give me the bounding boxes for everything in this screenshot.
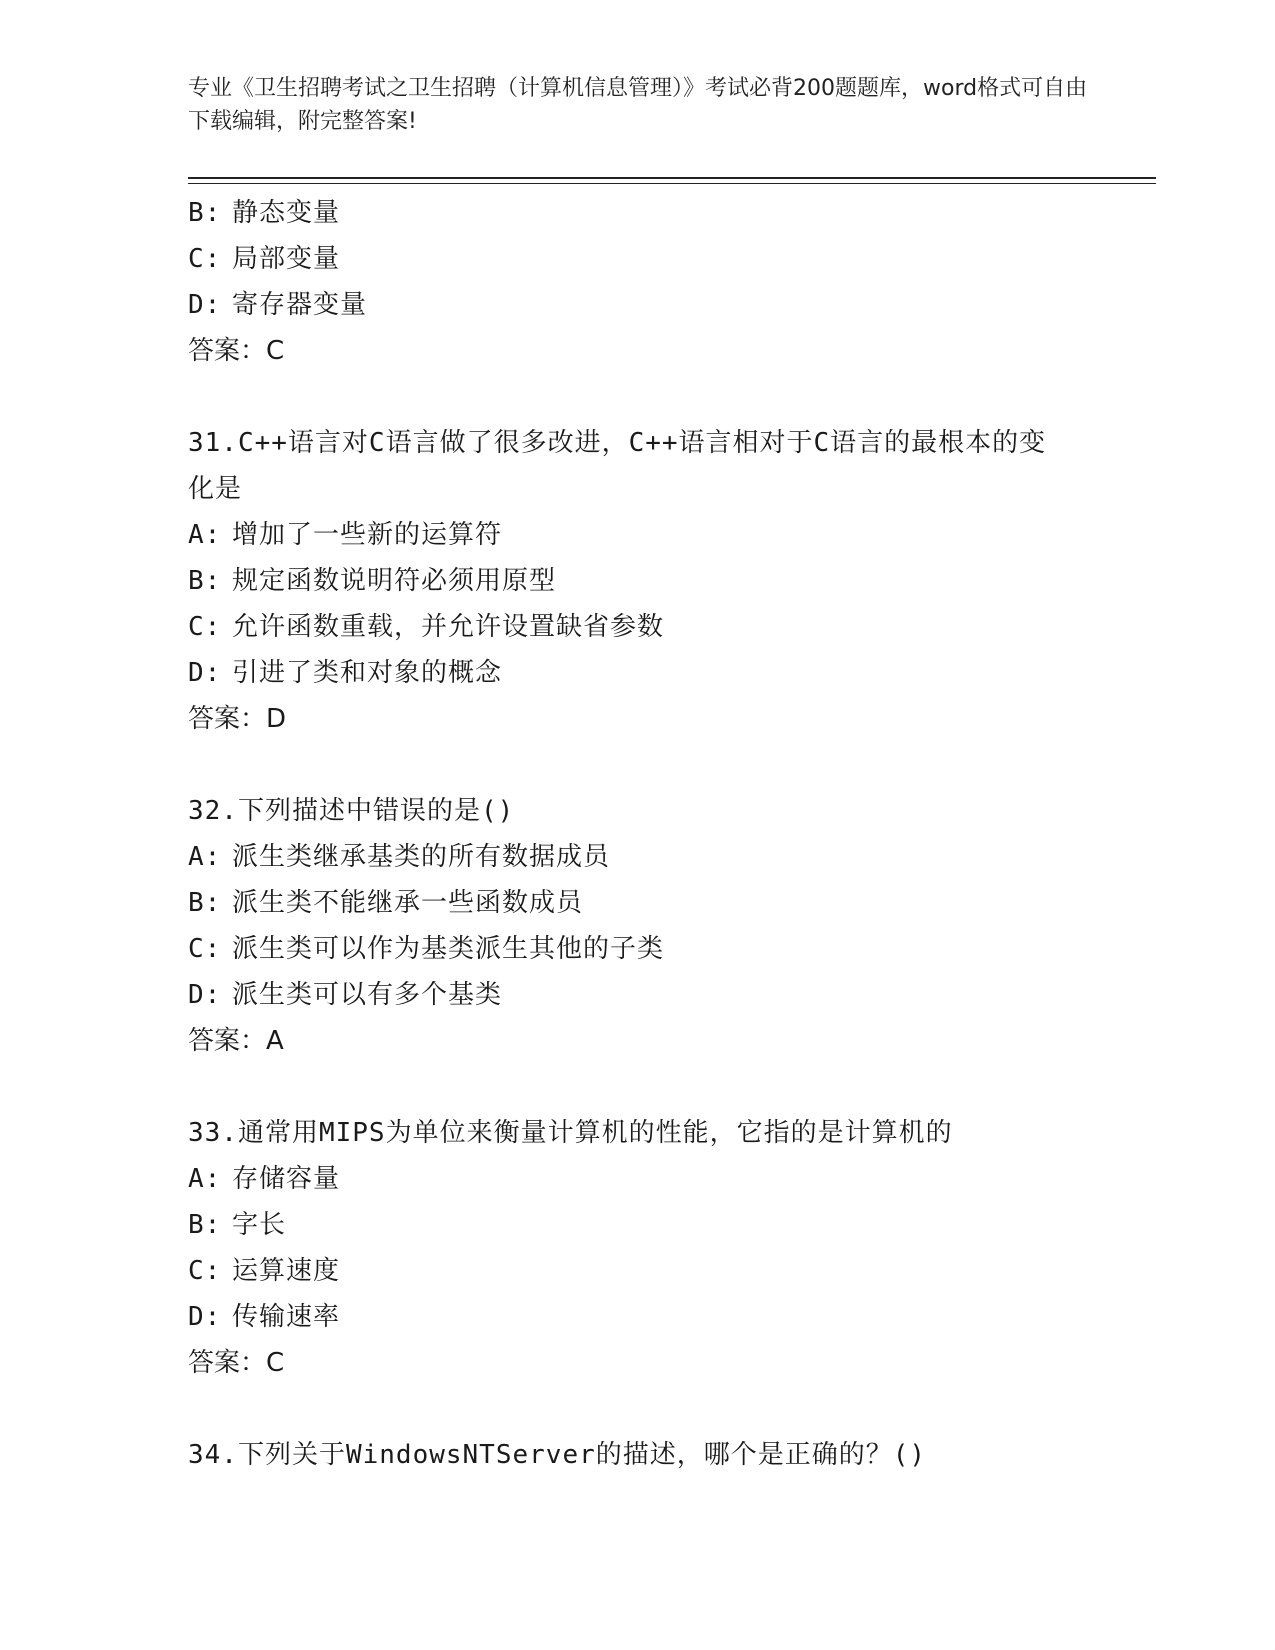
option-line: A: 派生类继承基类的所有数据成员 (188, 842, 611, 872)
answer-line: 答案：D (188, 704, 287, 734)
option-line: B: 静态变量 (188, 198, 341, 228)
option-line: D: 派生类可以有多个基类 (188, 980, 503, 1010)
question-title: 32.下列描述中错误的是() (188, 796, 515, 826)
answer-line: 答案：A (188, 1026, 284, 1056)
header-rule-thin (188, 183, 1156, 184)
question-33 (188, 1110, 1088, 1386)
answer-line: 答案：C (188, 336, 285, 366)
question-32 (188, 788, 1088, 1064)
question-title: 31.C++语言对C语言做了很多改进，C++语言相对于C语言的最根本的变化是 (188, 428, 1047, 504)
option-line: C: 局部变量 (188, 244, 341, 274)
question-title: 34.下列关于WindowsNTServer的描述，哪个是正确的？() (188, 1440, 927, 1470)
document-body (188, 190, 1088, 1478)
option-line: B: 规定函数说明符必须用原型 (188, 566, 557, 596)
option-line: A: 存储容量 (188, 1164, 341, 1194)
answer-line: 答案：C (188, 1348, 285, 1378)
option-line: C: 允许函数重载，并允许设置缺省参数 (188, 612, 665, 642)
option-line: C: 派生类可以作为基类派生其他的子类 (188, 934, 665, 964)
prev-question-block (188, 190, 1088, 374)
option-line: B: 字长 (188, 1210, 287, 1240)
question-34 (188, 1432, 1088, 1478)
question-31 (188, 420, 1088, 742)
document-header: 专业《卫生招聘考试之卫生招聘（计算机信息管理）》考试必背200题题库，word格式可自由下载编辑，附完整答案! (188, 76, 1088, 134)
option-line: A: 增加了一些新的运算符 (188, 520, 503, 550)
option-line: D: 传输速率 (188, 1302, 341, 1332)
option-line: D: 寄存器变量 (188, 290, 368, 320)
header-rule-thick (188, 177, 1156, 179)
option-line: B: 派生类不能继承一些函数成员 (188, 888, 584, 918)
option-line: C: 运算速度 (188, 1256, 341, 1286)
option-line: D: 引进了类和对象的概念 (188, 658, 503, 688)
question-title: 33.通常用MIPS为单位来衡量计算机的性能，它指的是计算机的 (188, 1118, 953, 1148)
